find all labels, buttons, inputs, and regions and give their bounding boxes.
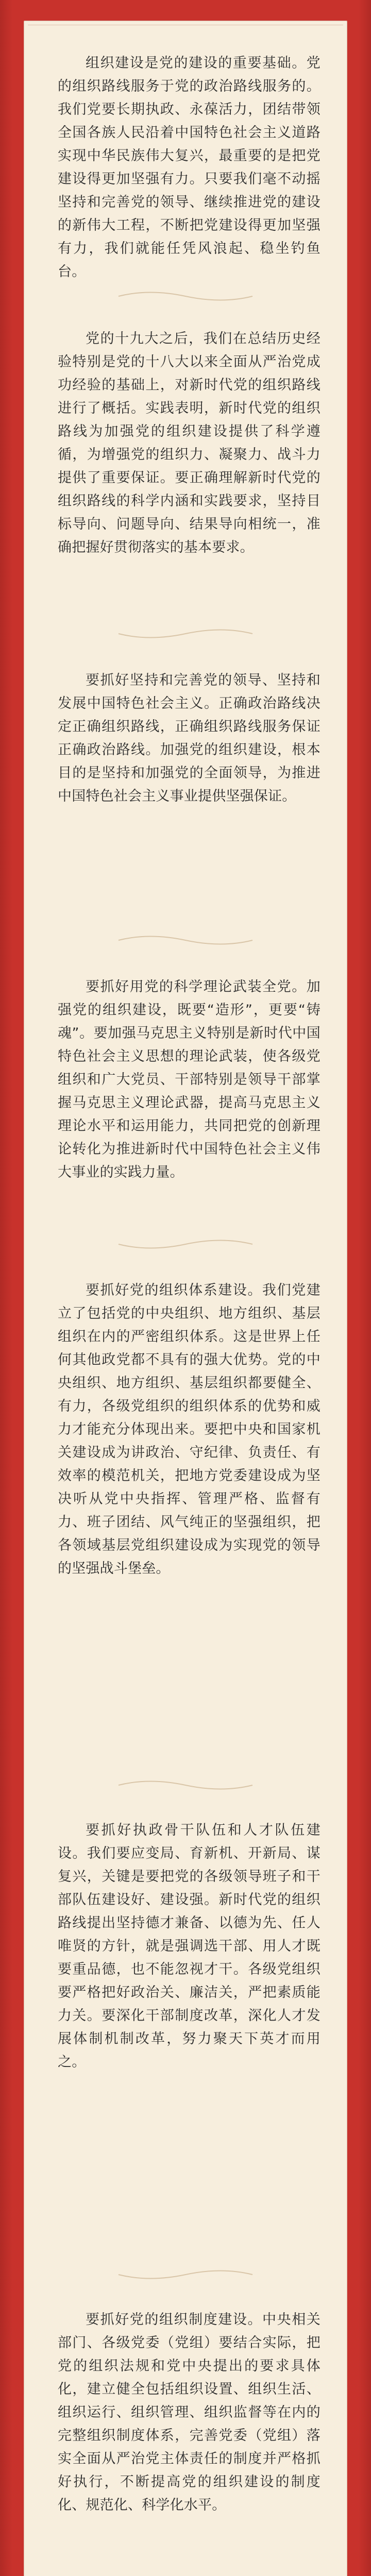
divider-ornament-icon (108, 1777, 263, 1793)
divider-ornament-icon (108, 933, 263, 948)
article-paragraph: 要抓好党的组织制度建设。中央相关部门、各级党委（党组）要结合实际，把党的组织法规和党中央提出的要求具体化，建立健全包括组织设置、组织生活、组织运行、组织管理、组织监督等在内的完整组织制度体系，完善党委（党组）落实全面从严治党主体责任的制度并严格抓好执行，不断提高党的组织建设的制度化、规范化、科学化水平。 (58, 2312, 321, 2513)
article-paragraph: 要抓好坚持和完善党的领导、坚持和发展中国特色社会主义。正确政治路线决定正确组织路线，正确组织路线服务保证正确政治路线。加强党的组织建设，根本目的是坚持和加强党的全面领导，为推进中国特色社会主义事业提供坚强保证。 (58, 672, 321, 804)
article-paragraph: 要抓好执政骨干队伍和人才队伍建设。我们要应变局、育新机、开新局、谋复兴，关键是要把党的各级领导班子和干部队伍建设好、建设强。新时代党的组织路线提出坚持德才兼备、以德为先、任人唯贤的方针，就是强调选干部、用人才既要重品德，也不能忽视才干。各级党组织要严格把好政治关、廉洁关，严把素质能力关。要深化干部制度改革，深化人才发展体制机制改革，努力聚天下英才而用之。 (58, 1822, 321, 2070)
article-panel (24, 21, 347, 2576)
divider-ornament-icon (108, 289, 263, 304)
article-paragraph: 要抓好党的组织体系建设。我们党建立了包括党的中央组织、地方组织、基层组织在内的严密组织体系。这是世界上任何其他政党都不具有的强大优势。党的中央组织、地方组织、基层组织都要健全、有力，各级党组织的组织体系的优势和威力才能充分体现出来。要把中央和国家机关建设成为讲政治、守纪律、负责任、有效率的模范机关，把地方党委建设成为坚决听从党中央指挥、管理严格、监督有力、班子团结、风气纯正的坚强组织，把各领域基层党组织建设成为实现党的领导的坚强战斗堡垒。 (58, 1282, 321, 1577)
top-band (0, 0, 371, 21)
article-paragraph: 组织建设是党的建设的重要基础。党的组织路线服务于党的政治路线服务的。我们党要长期执政、永葆活力，团结带领全国各族人民沿着中国特色社会主义道路实现中华民族伟大复兴，最重要的是把党建设得更加坚强有力。只要我们毫不动摇坚持和完善党的领导、继续推进党的建设的新伟大工程，不断把党建设得更加坚强有力，我们就能任凭风浪起、稳坐钓鱼台。 (58, 55, 321, 280)
left-border-decoration (0, 0, 12, 2576)
divider-ornament-icon (108, 626, 263, 641)
right-border-decoration (359, 0, 371, 2576)
article-paragraph: 党的十九大之后，我们在总结历史经验特别是党的十八大以来全面从严治党成功经验的基础上，对新时代党的组织路线进行了概括。实践表明，新时代党的组织路线为加强党的组织建设提供了科学遵循，为增强党的组织力、凝聚力、战斗力提供了重要保证。要正确理解新时代党的组织路线的科学内涵和实践要求，坚持目标导向、问题导向、结果导向相统一，准确把握好贯彻落实的基本要求。 (58, 331, 321, 555)
divider-ornament-icon (108, 1236, 263, 1252)
article-paragraph: 要抓好用党的科学理论武装全党。加强党的组织建设，既要“造形”，更要“铸魂”。要加强马克思主义特别是新时代中国特色社会主义思想的理论武装，使各级党组织和广大党员、干部特别是领导干部掌握马克思主义理论武器，提高马克思主义理论水平和运用能力，共同把党的创新理论转化为推进新时代中国特色社会主义伟大事业的实践力量。 (58, 979, 321, 1180)
divider-ornament-icon (108, 2267, 263, 2282)
